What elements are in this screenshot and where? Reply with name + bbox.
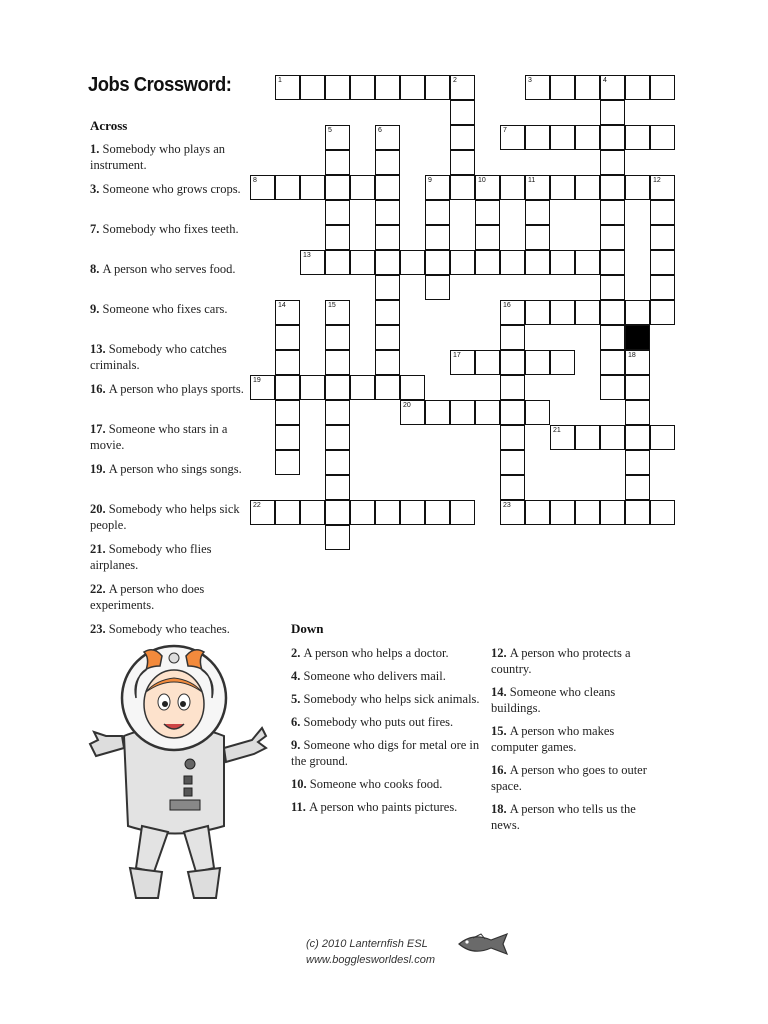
clue-number: 4.: [291, 669, 304, 683]
clue-text: Somebody who teaches.: [108, 622, 230, 636]
grid-cell[interactable]: [550, 175, 575, 200]
cell-number: 9: [428, 177, 432, 184]
down-clue: [291, 691, 481, 707]
grid-cell[interactable]: [325, 300, 350, 325]
grid-cell[interactable]: [525, 500, 550, 525]
across-clue: [90, 461, 250, 501]
across-clue: [90, 341, 250, 381]
grid-cell[interactable]: [600, 500, 625, 525]
grid-cell[interactable]: [600, 150, 625, 175]
grid-cell[interactable]: [375, 200, 400, 225]
grid-cell[interactable]: [500, 325, 525, 350]
grid-cell[interactable]: [450, 500, 475, 525]
clue-text: Somebody who flies airplanes.: [90, 542, 212, 572]
grid-cell[interactable]: [275, 350, 300, 375]
cell-number: 3: [528, 77, 532, 84]
cell-number: 5: [328, 127, 332, 134]
clue-number: 19.: [90, 462, 109, 476]
clue-text: Someone who cleans buildings.: [491, 685, 616, 715]
cell-number: 6: [378, 127, 382, 134]
grid-cell[interactable]: [600, 375, 625, 400]
grid-cell[interactable]: [425, 500, 450, 525]
grid-cell[interactable]: [500, 475, 525, 500]
across-clue: [90, 261, 250, 301]
cell-number: 4: [603, 77, 607, 84]
grid-cell[interactable]: [375, 300, 400, 325]
clue-number: 8.: [90, 262, 103, 276]
grid-cell[interactable]: [525, 125, 550, 150]
grid-cell[interactable]: [325, 75, 350, 100]
grid-cell[interactable]: [650, 500, 675, 525]
clue-text: Someone who delivers mail.: [303, 669, 446, 683]
clue-text: A person who makes computer games.: [491, 724, 615, 754]
clue-number: 15.: [491, 724, 510, 738]
grid-cell[interactable]: [625, 500, 650, 525]
clue-text: A person who goes to outer space.: [491, 763, 647, 793]
down-clue: [491, 723, 661, 755]
grid-cell[interactable]: [600, 175, 625, 200]
grid-cell[interactable]: [600, 275, 625, 300]
grid-cell[interactable]: [650, 300, 675, 325]
across-clue: [90, 181, 250, 221]
grid-cell[interactable]: [650, 175, 675, 200]
grid-cell[interactable]: [425, 200, 450, 225]
grid-cell[interactable]: [350, 500, 375, 525]
grid-cell[interactable]: [650, 125, 675, 150]
grid-cell[interactable]: [375, 350, 400, 375]
grid-cell[interactable]: [425, 225, 450, 250]
cell-number: 23: [503, 502, 511, 509]
clue-number: 9.: [90, 302, 103, 316]
clue-text: A person who sings songs.: [108, 462, 242, 476]
grid-cell[interactable]: [425, 400, 450, 425]
grid-cell[interactable]: [600, 425, 625, 450]
clue-text: Someone who cooks food.: [309, 777, 443, 791]
grid-cell[interactable]: [400, 375, 425, 400]
clue-text: Someone who grows crops.: [102, 182, 241, 196]
grid-cell[interactable]: [300, 500, 325, 525]
down-clue: [491, 762, 661, 794]
grid-cell[interactable]: [250, 375, 275, 400]
down-clue: [291, 737, 481, 769]
grid-cell[interactable]: [375, 225, 400, 250]
grid-cell[interactable]: [475, 200, 500, 225]
down-clue-list-2: [491, 645, 661, 840]
grid-cell[interactable]: [450, 250, 475, 275]
clue-number: 16.: [491, 763, 510, 777]
grid-cell[interactable]: [500, 350, 525, 375]
across-clue-list: [90, 141, 250, 661]
cell-number: 12: [653, 177, 661, 184]
cell-number: 21: [553, 427, 561, 434]
clue-number: 16.: [90, 382, 109, 396]
clue-number: 17.: [90, 422, 109, 436]
clue-text: A person who serves food.: [102, 262, 236, 276]
cell-number: 10: [478, 177, 486, 184]
grid-cell[interactable]: [450, 75, 475, 100]
grid-cell[interactable]: [250, 500, 275, 525]
grid-cell[interactable]: [375, 125, 400, 150]
grid-cell[interactable]: [625, 175, 650, 200]
across-clue: [90, 421, 250, 461]
cell-number: 2: [453, 77, 457, 84]
grid-cell[interactable]: [400, 400, 425, 425]
grid-cell[interactable]: [325, 425, 350, 450]
grid-cell[interactable]: [650, 425, 675, 450]
grid-cell[interactable]: [650, 75, 675, 100]
across-clue: [90, 541, 250, 581]
grid-cell[interactable]: [475, 400, 500, 425]
grid-cell[interactable]: [600, 300, 625, 325]
grid-cell[interactable]: [325, 350, 350, 375]
grid-cell[interactable]: [650, 275, 675, 300]
grid-cell[interactable]: [575, 175, 600, 200]
down-clue: [491, 684, 661, 716]
grid-cell[interactable]: [625, 450, 650, 475]
grid-cell[interactable]: [400, 500, 425, 525]
clue-text: Somebody who helps sick animals.: [303, 692, 480, 706]
clue-text: A person who paints pictures.: [309, 800, 458, 814]
grid-cell[interactable]: [475, 250, 500, 275]
across-heading: Across: [90, 118, 128, 133]
cell-number: 1: [278, 77, 282, 84]
grid-cell[interactable]: [500, 250, 525, 275]
cell-number: 15: [328, 302, 336, 309]
clue-text: A person who does experiments.: [90, 582, 205, 612]
grid-cell[interactable]: [650, 200, 675, 225]
across-clue: [90, 501, 250, 541]
clue-text: A person who tells us the news.: [491, 802, 636, 832]
grid-cell[interactable]: [325, 175, 350, 200]
grid-cell[interactable]: [575, 75, 600, 100]
clue-text: Somebody who puts out fires.: [303, 715, 454, 729]
cell-number: 19: [253, 377, 261, 384]
grid-cell[interactable]: [325, 500, 350, 525]
grid-cell[interactable]: [500, 300, 525, 325]
grid-cell[interactable]: [325, 375, 350, 400]
grid-cell[interactable]: [350, 250, 375, 275]
grid-cell[interactable]: [275, 300, 300, 325]
grid-cell[interactable]: [600, 75, 625, 100]
grid-cell[interactable]: [525, 200, 550, 225]
grid-cell[interactable]: [650, 225, 675, 250]
grid-cell[interactable]: [325, 125, 350, 150]
down-clue: [291, 776, 481, 792]
grid-cell[interactable]: [525, 250, 550, 275]
clue-number: 20.: [90, 502, 109, 516]
grid-cell[interactable]: [350, 175, 375, 200]
grid-cell[interactable]: [325, 200, 350, 225]
clue-number: 2.: [291, 646, 304, 660]
grid-cell[interactable]: [425, 175, 450, 200]
grid-cell[interactable]: [275, 500, 300, 525]
across-clue: [90, 381, 250, 421]
grid-cell[interactable]: [600, 225, 625, 250]
grid-cell[interactable]: [325, 525, 350, 550]
grid-cell[interactable]: [600, 350, 625, 375]
grid-cell[interactable]: [475, 175, 500, 200]
grid-cell[interactable]: [500, 425, 525, 450]
grid-cell[interactable]: [600, 125, 625, 150]
cell-number: 13: [303, 252, 311, 259]
grid-cell[interactable]: [550, 75, 575, 100]
grid-cell[interactable]: [300, 75, 325, 100]
grid-cell[interactable]: [450, 350, 475, 375]
across-clue: [90, 221, 250, 261]
grid-cell[interactable]: [300, 250, 325, 275]
down-heading: Down: [291, 621, 324, 636]
grid-cell[interactable]: [500, 400, 525, 425]
grid-cell[interactable]: [325, 450, 350, 475]
across-clue: [90, 301, 250, 341]
grid-cell[interactable]: [475, 350, 500, 375]
clue-number: 21.: [90, 542, 109, 556]
clue-text: Somebody who fixes teeth.: [102, 222, 239, 236]
grid-cell[interactable]: [625, 375, 650, 400]
grid-cell[interactable]: [575, 300, 600, 325]
across-clue: [90, 141, 250, 181]
astronaut-illustration: [84, 636, 269, 906]
grid-cell[interactable]: [325, 325, 350, 350]
grid-cell[interactable]: [250, 175, 275, 200]
grid-cell[interactable]: [425, 275, 450, 300]
down-clue: [291, 799, 481, 815]
grid-cell[interactable]: [275, 375, 300, 400]
cell-number: 20: [403, 402, 411, 409]
clue-text: Somebody who helps sick people.: [90, 502, 240, 532]
grid-cell[interactable]: [325, 150, 350, 175]
cell-number: 18: [628, 352, 636, 359]
down-clue-list-1: [291, 645, 481, 822]
clue-text: Someone who digs for metal ore in the ground.: [291, 738, 480, 768]
grid-cell[interactable]: [350, 375, 375, 400]
grid-cell[interactable]: [575, 425, 600, 450]
grid-cell[interactable]: [450, 125, 475, 150]
black-cell: [625, 325, 650, 350]
grid-cell[interactable]: [500, 175, 525, 200]
grid-cell[interactable]: [375, 375, 400, 400]
grid-cell[interactable]: [625, 125, 650, 150]
grid-cell[interactable]: [325, 250, 350, 275]
clue-text: Somebody who catches criminals.: [90, 342, 227, 372]
clue-number: 1.: [90, 142, 103, 156]
copyright-footer: [306, 936, 435, 968]
clue-text: Someone who stars in a movie.: [90, 422, 228, 452]
grid-cell[interactable]: [575, 250, 600, 275]
grid-cell[interactable]: [625, 300, 650, 325]
grid-cell[interactable]: [625, 350, 650, 375]
grid-cell[interactable]: [525, 400, 550, 425]
down-clue: [291, 668, 481, 684]
grid-cell[interactable]: [275, 75, 300, 100]
clue-number: 22.: [90, 582, 109, 596]
grid-cell[interactable]: [575, 125, 600, 150]
down-clue: [491, 801, 661, 833]
grid-cell[interactable]: [275, 450, 300, 475]
clue-number: 14.: [491, 685, 510, 699]
down-clue: [291, 714, 481, 730]
cell-number: 11: [528, 177, 536, 184]
grid-cell[interactable]: [450, 100, 475, 125]
clue-number: 7.: [90, 222, 103, 236]
down-clue: [291, 645, 481, 661]
grid-cell[interactable]: [625, 475, 650, 500]
grid-cell[interactable]: [550, 425, 575, 450]
clue-number: 11.: [291, 800, 310, 814]
cell-number: 8: [253, 177, 257, 184]
grid-cell[interactable]: [300, 375, 325, 400]
down-clue: [491, 645, 661, 677]
grid-cell[interactable]: [375, 250, 400, 275]
copyright-line: (c) 2010 Lanternfish ESL: [306, 938, 428, 950]
website-line: www.bogglesworldesl.com: [306, 954, 435, 966]
grid-cell[interactable]: [375, 175, 400, 200]
grid-cell[interactable]: [375, 150, 400, 175]
clue-number: 23.: [90, 622, 109, 636]
clue-number: 6.: [291, 715, 304, 729]
clue-number: 3.: [90, 182, 103, 196]
grid-cell[interactable]: [500, 500, 525, 525]
grid-cell[interactable]: [550, 250, 575, 275]
grid-cell[interactable]: [500, 375, 525, 400]
cell-number: 16: [503, 302, 511, 309]
grid-cell[interactable]: [450, 400, 475, 425]
grid-cell[interactable]: [575, 500, 600, 525]
grid-cell[interactable]: [375, 500, 400, 525]
grid-cell[interactable]: [650, 250, 675, 275]
grid-cell[interactable]: [550, 350, 575, 375]
cell-number: 7: [503, 127, 507, 134]
clue-number: 12.: [491, 646, 510, 660]
grid-cell[interactable]: [350, 75, 375, 100]
grid-cell[interactable]: [325, 400, 350, 425]
grid-cell[interactable]: [475, 225, 500, 250]
clue-text: Someone who fixes cars.: [102, 302, 228, 316]
grid-cell[interactable]: [300, 175, 325, 200]
grid-cell[interactable]: [325, 225, 350, 250]
grid-cell[interactable]: [600, 325, 625, 350]
grid-cell[interactable]: [600, 250, 625, 275]
grid-cell[interactable]: [525, 350, 550, 375]
grid-cell[interactable]: [325, 475, 350, 500]
grid-cell[interactable]: [450, 150, 475, 175]
grid-cell[interactable]: [625, 75, 650, 100]
grid-cell[interactable]: [500, 125, 525, 150]
cell-number: 17: [453, 352, 461, 359]
clue-text: A person who helps a doctor.: [303, 646, 449, 660]
grid-cell[interactable]: [600, 100, 625, 125]
clue-text: A person who plays sports.: [108, 382, 244, 396]
clue-number: 13.: [90, 342, 109, 356]
lanternfish-logo: [455, 930, 515, 958]
clue-number: 10.: [291, 777, 310, 791]
grid-cell[interactable]: [500, 450, 525, 475]
grid-cell[interactable]: [550, 300, 575, 325]
grid-cell[interactable]: [400, 75, 425, 100]
grid-cell[interactable]: [375, 275, 400, 300]
page-title: Jobs Crossword:: [88, 74, 232, 96]
grid-cell[interactable]: [425, 250, 450, 275]
grid-cell[interactable]: [525, 225, 550, 250]
grid-cell[interactable]: [525, 75, 550, 100]
grid-cell[interactable]: [375, 325, 400, 350]
cell-number: 22: [253, 502, 261, 509]
grid-cell[interactable]: [525, 175, 550, 200]
grid-cell[interactable]: [275, 175, 300, 200]
grid-cell[interactable]: [275, 400, 300, 425]
grid-cell[interactable]: [400, 250, 425, 275]
clue-number: 5.: [291, 692, 304, 706]
grid-cell[interactable]: [625, 425, 650, 450]
clue-number: 9.: [291, 738, 304, 752]
grid-cell[interactable]: [375, 75, 400, 100]
clue-number: 18.: [491, 802, 510, 816]
grid-cell[interactable]: [450, 175, 475, 200]
grid-cell[interactable]: [525, 300, 550, 325]
grid-cell[interactable]: [550, 500, 575, 525]
grid-cell[interactable]: [275, 325, 300, 350]
grid-cell[interactable]: [275, 425, 300, 450]
across-clue: [90, 581, 250, 621]
grid-cell[interactable]: [625, 400, 650, 425]
grid-cell[interactable]: [425, 75, 450, 100]
clue-text: A person who protects a country.: [491, 646, 631, 676]
grid-cell[interactable]: [600, 200, 625, 225]
clue-text: Somebody who plays an instrument.: [90, 142, 226, 172]
cell-number: 14: [278, 302, 286, 309]
grid-cell[interactable]: [550, 125, 575, 150]
